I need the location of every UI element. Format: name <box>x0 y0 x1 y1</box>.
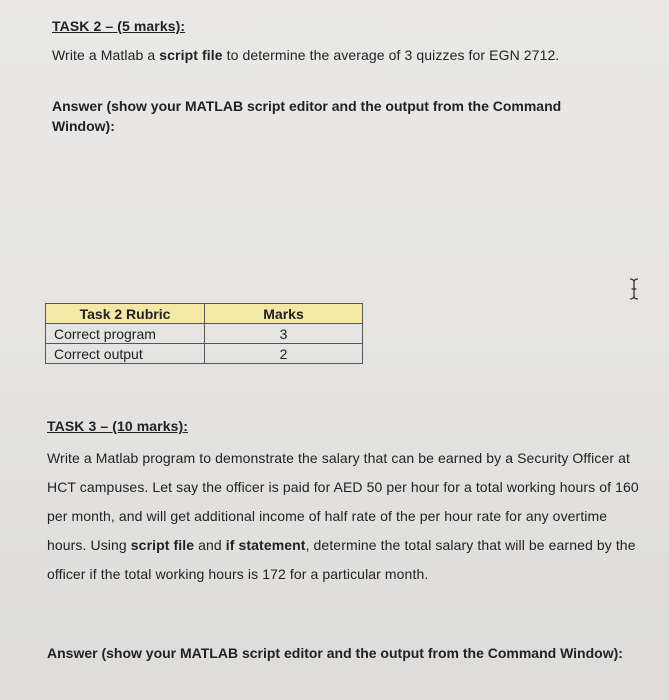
task3-body-part2: and <box>194 537 226 553</box>
task3-description <box>47 444 642 589</box>
task2-heading: TASK 2 – (5 marks): <box>52 18 186 34</box>
task3-body-part3: , determine the total salary that will be earned by the officer if the total working hours is 172 for a particular month. <box>47 537 636 582</box>
task3-body-bold2: if statement <box>225 537 306 553</box>
rubric-table <box>45 303 363 364</box>
task3-answer-prompt: Answer (show your MATLAB script editor and the output from the Command Window): <box>47 645 623 661</box>
task3-body-bold1: script file <box>130 537 195 553</box>
task2-desc-bold: script file <box>159 47 223 63</box>
rubric-row-marks: 2 <box>205 344 363 364</box>
task2-description <box>52 47 559 63</box>
table-row <box>46 344 363 364</box>
task2-desc-suffix: to determine the average of 3 quizzes for EGN 2712. <box>222 47 560 63</box>
task3-heading: TASK 3 – (10 marks): <box>47 418 189 434</box>
task2-answer-prompt: Answer (show your MATLAB script editor and the output from the Command Window): <box>52 98 562 134</box>
task2-desc-prefix: Write a Matlab a <box>52 47 160 63</box>
rubric-header-marks: Marks <box>205 304 363 324</box>
rubric-row-label: Correct program <box>46 324 205 344</box>
rubric-header-row <box>46 304 363 324</box>
rubric-row-label: Correct output <box>46 344 205 364</box>
rubric-header-task: Task 2 Rubric <box>46 304 205 324</box>
text-cursor-icon <box>628 278 640 300</box>
table-row <box>46 324 363 344</box>
rubric-row-marks: 3 <box>205 324 363 344</box>
task3-body-part1: Write a Matlab program to demonstrate the salary that can be earned by a Security Officer at HCT campuses. Let say the officer is paid for AED 50 per hour for a total working hours of 160 per month, and will get additional income of half rate of the per hour rate for any overtime hours. Using <box>47 450 639 553</box>
